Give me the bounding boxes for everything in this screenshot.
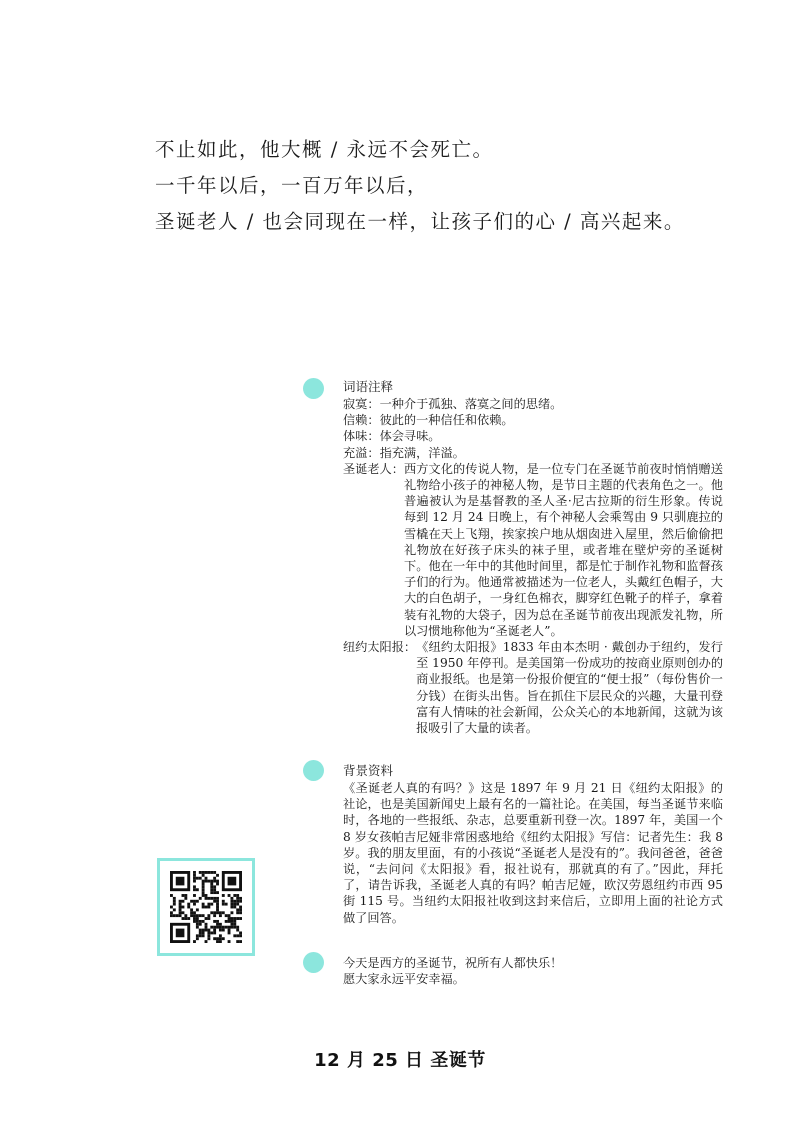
greeting-bullet-dot xyxy=(303,952,324,973)
poem xyxy=(155,132,715,240)
glossary-term: 寂寞： xyxy=(343,397,380,411)
background-title: 背景资料 xyxy=(343,763,394,778)
poem-line: 不止如此，他大概 / 永远不会死亡。 xyxy=(155,138,494,161)
qr-code-frame[interactable] xyxy=(157,858,255,956)
glossary-entry xyxy=(343,639,723,736)
glossary-term: 体味： xyxy=(343,429,380,444)
page-footer-date: 12 月 25 日 圣诞节 xyxy=(314,1050,486,1071)
glossary-definition: 《纽约太阳报》1833 年由本杰明 · 戴创办于纽约，发行至 1950 年停刊。是美国第一份成功的按商业原则创办的商业报纸。也是第一份报价便宜的“便士报”（每份售价一分钱）在街头出售。旨在抓住下层民众的兴趣，大量刊登富有人情味的社会新闻，公众关心的本地新闻，这就为该报吸引了大量的读者。 xyxy=(416,640,724,736)
glossary-title: 词语注释 xyxy=(343,379,394,394)
glossary-entry xyxy=(343,445,723,461)
glossary-term: 圣诞老人： xyxy=(343,461,404,476)
glossary-definition: 彼此的一种信任和依赖。 xyxy=(379,413,514,428)
background-bullet-dot xyxy=(303,760,324,781)
glossary-term: 纽约太阳报： xyxy=(343,640,417,655)
glossary-definition: 指充满，洋溢。 xyxy=(379,445,465,460)
glossary-definition: 西方文化的传说人物，是一位专门在圣诞节前夜时悄悄赠送礼物给小孩子的神秘人物，是节日主题的代表角色之一。他普遍被认为是基督教的圣人圣·尼古拉斯的衍生形象。传说每到 12 月 24 日晚上，有个神秘人会乘驾由 9 只驯鹿拉的雪橇在天上飞翔，挨家挨户地从烟囱进入屋里，然后偷偷把礼物放在好孩子床头的袜子里，或者堆在壁炉旁的圣诞树下。他在一年中的其他时间里，都是忙于制作礼物和监督孩子们的行为。他通常被描述为一位老人，头戴红色帽子，大大的白色胡子，一身红色棉衣，脚穿红色靴子的样子，拿着装有礼物的大袋子，因为总在圣诞节前夜出现派发礼物，所以习惯地称他为“圣诞老人”。 xyxy=(403,461,723,638)
background-section xyxy=(343,763,723,926)
glossary-entry xyxy=(343,428,723,444)
poem-line: 圣诞老人 / 也会同现在一样，让孩子们的心 / 高兴起来。 xyxy=(155,210,685,233)
glossary-bullet-dot xyxy=(303,378,324,399)
greeting-line: 愿大家永远平安幸福。 xyxy=(343,972,465,987)
glossary-entry xyxy=(343,396,723,412)
glossary-entry xyxy=(343,412,723,428)
glossary-section xyxy=(343,379,723,736)
greeting-line: 今天是西方的圣诞节，祝所有人都快乐！ xyxy=(343,956,563,970)
glossary-definition: 体会寻味。 xyxy=(379,429,441,444)
background-text: 《圣诞老人真的有吗？》这是 1897 年 9 月 21 日《纽约太阳报》的社论，也是美国新闻史上最有名的一篇社论。在美国，每当圣诞节来临时，各地的一些报纸、杂志，总要重新刊登一次。1897 年，美国一个 8 岁女孩帕吉尼娅非常困惑地给《纽约太阳报》写信：记者先生：我 8 岁。我的朋友里面，有的小孩说“圣诞老人是没有的”。我问爸爸，爸爸说，“去问问《太阳报》看，报社说有，那就真的有了。”因此，拜托了，请告诉我，圣诞老人真的有吗？帕吉尼娅，欧汉劳恩纽约市西 95 街 115 号。当纽约太阳报社收到这封来信后，立即用上面的社论方式做了回答。 xyxy=(343,781,723,925)
glossary-term: 充溢： xyxy=(343,445,380,460)
glossary-term: 信赖： xyxy=(343,413,380,428)
qr-code-icon xyxy=(170,871,242,943)
glossary-entry xyxy=(343,461,723,639)
poem-line: 一千年以后，一百万年以后， xyxy=(155,174,429,197)
greeting-section xyxy=(343,955,723,987)
glossary-definition: 一种介于孤独、落寞之间的思绪。 xyxy=(379,397,563,411)
